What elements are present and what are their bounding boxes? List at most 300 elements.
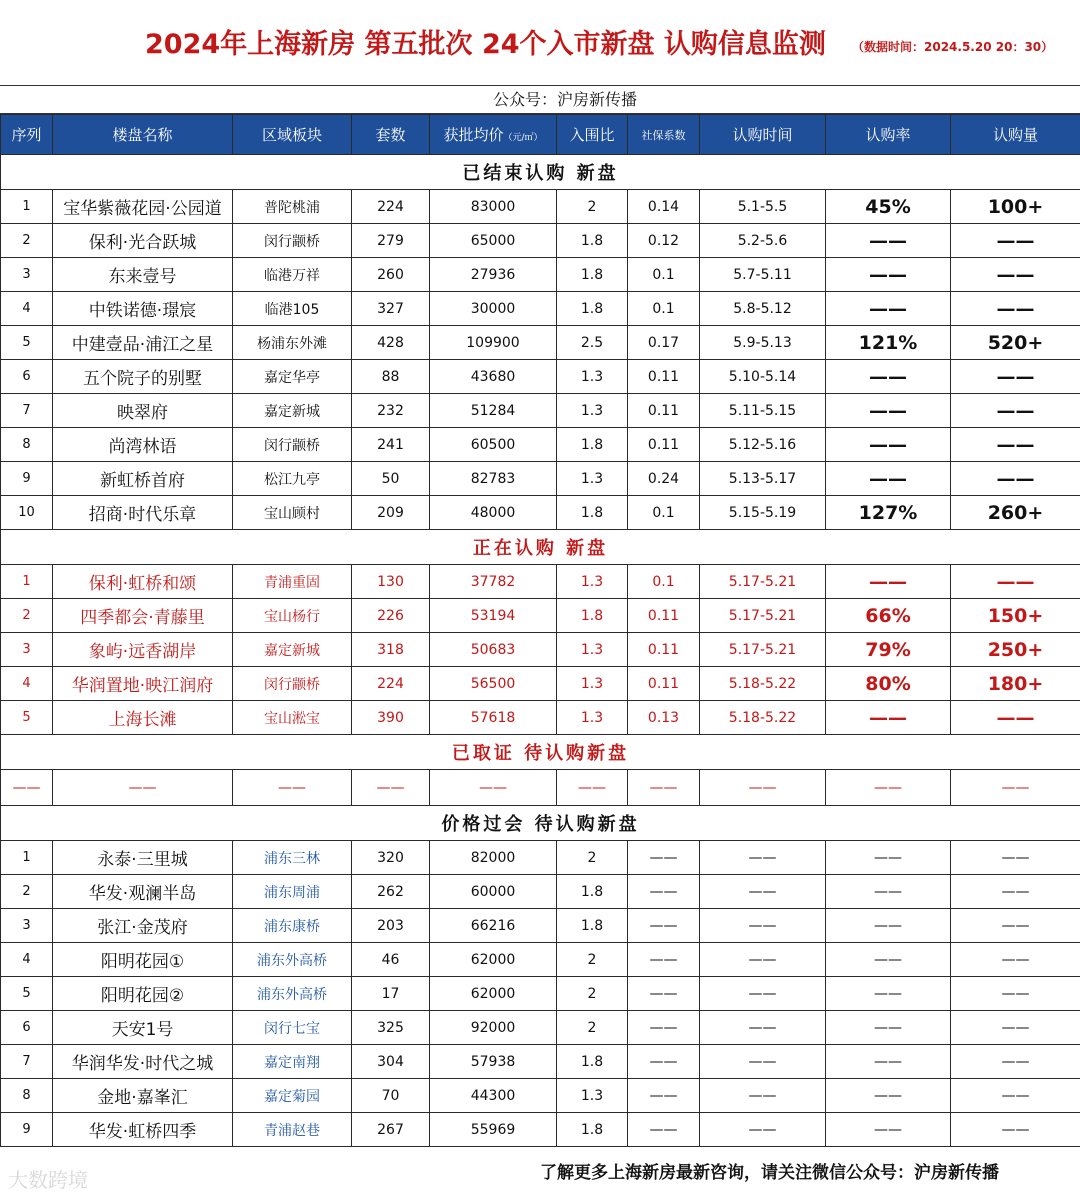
- social-coef: 0.1: [628, 565, 700, 599]
- project-name: 阳明花园②: [53, 977, 233, 1011]
- row-index: 3: [1, 258, 53, 292]
- subscription-period: ——: [700, 875, 826, 909]
- units: 70: [352, 1079, 430, 1113]
- table-row: [1, 565, 1080, 599]
- page-title: 2024年上海新房 第五批次 24个入市新盘 认购信息监测: [145, 29, 826, 60]
- subscription-period: 5.12-5.16: [700, 428, 826, 462]
- ratio: 1.3: [557, 667, 628, 701]
- section-header-ongoing: [1, 530, 1080, 565]
- approved-price: ——: [430, 770, 557, 806]
- social-coef: 0.17: [628, 326, 700, 360]
- approved-price: 66216: [430, 909, 557, 943]
- approved-price: 27936: [430, 258, 557, 292]
- table-row: [1, 428, 1080, 462]
- units: 267: [352, 1113, 430, 1147]
- subscription-period: ——: [700, 1045, 826, 1079]
- approved-price: 57938: [430, 1045, 557, 1079]
- project-name: 尚湾林语: [53, 428, 233, 462]
- subscription-rate: ——: [826, 943, 951, 977]
- district: 嘉定菊园: [233, 1079, 352, 1113]
- social-coef: 0.24: [628, 462, 700, 496]
- table-row: [1, 258, 1080, 292]
- subscription-period: 5.2-5.6: [700, 224, 826, 258]
- social-coef: ——: [628, 1011, 700, 1045]
- subscription-period: ——: [700, 977, 826, 1011]
- units: 50: [352, 462, 430, 496]
- data-timestamp: （数据时间：2024.5.20 20：30）: [852, 40, 1054, 54]
- ratio: 1.8: [557, 428, 628, 462]
- project-name: 宝华紫薇花园·公园道: [53, 190, 233, 224]
- approved-price: 60500: [430, 428, 557, 462]
- section-title: 已结束认购 新盘: [1, 155, 1080, 190]
- subscription-period: 5.18-5.22: [700, 667, 826, 701]
- subscription-rate: 45%: [826, 190, 951, 224]
- project-name: 四季都会·青藤里: [53, 599, 233, 633]
- subscription-rate: ——: [826, 701, 951, 735]
- subscription-rate: ——: [826, 841, 951, 875]
- subscription-rate: ——: [826, 770, 951, 806]
- district: 嘉定新城: [233, 633, 352, 667]
- district: 松江九亭: [233, 462, 352, 496]
- units: ——: [352, 770, 430, 806]
- table-row: [1, 1011, 1080, 1045]
- district: 浦东康桥: [233, 909, 352, 943]
- units: 203: [352, 909, 430, 943]
- subscription-rate: ——: [826, 875, 951, 909]
- district: 杨浦东外滩: [233, 326, 352, 360]
- table-row: [1, 1045, 1080, 1079]
- subscription-period: ——: [700, 770, 826, 806]
- subscription-rate: ——: [826, 1045, 951, 1079]
- row-index: 4: [1, 292, 53, 326]
- units: 224: [352, 667, 430, 701]
- row-index: 3: [1, 633, 53, 667]
- subscription-table: [0, 114, 1080, 1147]
- subscription-rate: ——: [826, 909, 951, 943]
- title-bar: [0, 0, 1080, 86]
- district: 宝山淞宝: [233, 701, 352, 735]
- approved-price: 44300: [430, 1079, 557, 1113]
- table-row: [1, 496, 1080, 530]
- row-index: 8: [1, 428, 53, 462]
- district: 宝山杨行: [233, 599, 352, 633]
- approved-price: 92000: [430, 1011, 557, 1045]
- project-name: 映翠府: [53, 394, 233, 428]
- project-name: 阳明花园①: [53, 943, 233, 977]
- ratio: 1.3: [557, 462, 628, 496]
- table-row: [1, 943, 1080, 977]
- subscription-rate: ——: [826, 1011, 951, 1045]
- social-coef: ——: [628, 943, 700, 977]
- subscription-volume: ——: [951, 875, 1080, 909]
- units: 279: [352, 224, 430, 258]
- subscription-volume: ——: [951, 701, 1080, 735]
- units: 46: [352, 943, 430, 977]
- table-row: [1, 841, 1080, 875]
- social-coef: 0.1: [628, 496, 700, 530]
- subscription-volume: ——: [951, 1045, 1080, 1079]
- ratio: 1.8: [557, 258, 628, 292]
- district: 青浦赵巷: [233, 1113, 352, 1147]
- approved-price: 30000: [430, 292, 557, 326]
- section-header-price_passed: [1, 806, 1080, 841]
- ratio: 1.8: [557, 292, 628, 326]
- subscription-period: 5.17-5.21: [700, 565, 826, 599]
- row-index: 9: [1, 1113, 53, 1147]
- subscription-volume: ——: [951, 428, 1080, 462]
- subscription-volume: ——: [951, 909, 1080, 943]
- project-name: 永泰·三里城: [53, 841, 233, 875]
- table-row: [1, 394, 1080, 428]
- ratio: 1.3: [557, 394, 628, 428]
- table-header: [1, 115, 1080, 155]
- subscription-rate: ——: [826, 977, 951, 1011]
- col-header-price-label: 获批均价: [443, 126, 504, 144]
- subscription-volume: ——: [951, 943, 1080, 977]
- subscription-volume: ——: [951, 360, 1080, 394]
- subscription-volume: 260+: [951, 496, 1080, 530]
- col-header-volume: 认购量: [951, 115, 1080, 155]
- approved-price: 51284: [430, 394, 557, 428]
- approved-price: 37782: [430, 565, 557, 599]
- district: 嘉定华亭: [233, 360, 352, 394]
- approved-price: 50683: [430, 633, 557, 667]
- subscription-volume: ——: [951, 841, 1080, 875]
- approved-price: 55969: [430, 1113, 557, 1147]
- row-index: 5: [1, 701, 53, 735]
- table-row: [1, 977, 1080, 1011]
- col-header-project: 楼盘名称: [53, 115, 233, 155]
- social-coef: 0.11: [628, 394, 700, 428]
- subscription-period: ——: [700, 943, 826, 977]
- social-coef: 0.11: [628, 360, 700, 394]
- social-coef: 0.1: [628, 292, 700, 326]
- subscription-rate: 127%: [826, 496, 951, 530]
- units: 320: [352, 841, 430, 875]
- col-header-district: 区域板块: [233, 115, 352, 155]
- row-index: 3: [1, 909, 53, 943]
- district: 闵行颛桥: [233, 667, 352, 701]
- project-name: 保利·虹桥和颂: [53, 565, 233, 599]
- subscription-rate: ——: [826, 258, 951, 292]
- subscription-period: 5.13-5.17: [700, 462, 826, 496]
- table-row: [1, 667, 1080, 701]
- row-index: 8: [1, 1079, 53, 1113]
- section-header-ended: [1, 155, 1080, 190]
- row-index: 4: [1, 943, 53, 977]
- ratio: 1.3: [557, 701, 628, 735]
- col-header-price-unit: （元/㎡）: [503, 133, 543, 143]
- project-name: 招商·时代乐章: [53, 496, 233, 530]
- social-coef: ——: [628, 977, 700, 1011]
- subscription-rate: ——: [826, 462, 951, 496]
- subscription-volume: ——: [951, 258, 1080, 292]
- project-name: 华发·观澜半岛: [53, 875, 233, 909]
- section-title: 正在认购 新盘: [1, 530, 1080, 565]
- social-coef: ——: [628, 1079, 700, 1113]
- ratio: 1.3: [557, 633, 628, 667]
- units: 428: [352, 326, 430, 360]
- subscription-volume: ——: [951, 565, 1080, 599]
- district: 闵行颛桥: [233, 224, 352, 258]
- row-index: 1: [1, 565, 53, 599]
- subscription-period: 5.17-5.21: [700, 599, 826, 633]
- approved-price: 83000: [430, 190, 557, 224]
- social-coef: 0.1: [628, 258, 700, 292]
- subscription-period: 5.15-5.19: [700, 496, 826, 530]
- district: 闵行七宝: [233, 1011, 352, 1045]
- col-header-units: 套数: [352, 115, 430, 155]
- project-name: ——: [53, 770, 233, 806]
- ratio: 1.3: [557, 565, 628, 599]
- section-title: 已取证 待认购新盘: [1, 735, 1080, 770]
- row-index: 6: [1, 360, 53, 394]
- section-header-licensed: [1, 735, 1080, 770]
- social-coef: 0.12: [628, 224, 700, 258]
- district: 宝山顾村: [233, 496, 352, 530]
- ratio: 2: [557, 977, 628, 1011]
- social-coef: 0.11: [628, 633, 700, 667]
- units: 224: [352, 190, 430, 224]
- approved-price: 82783: [430, 462, 557, 496]
- subscription-rate: 79%: [826, 633, 951, 667]
- approved-price: 48000: [430, 496, 557, 530]
- subscription-rate: ——: [826, 428, 951, 462]
- social-coef: 0.11: [628, 667, 700, 701]
- ratio: 1.3: [557, 360, 628, 394]
- district: 浦东外高桥: [233, 943, 352, 977]
- project-name: 新虹桥首府: [53, 462, 233, 496]
- approved-price: 60000: [430, 875, 557, 909]
- watermark-logo: 大数跨境: [8, 1168, 88, 1192]
- social-coef: 0.13: [628, 701, 700, 735]
- district: 浦东三林: [233, 841, 352, 875]
- col-header-rate: 认购率: [826, 115, 951, 155]
- project-name: 上海长滩: [53, 701, 233, 735]
- social-coef: 0.14: [628, 190, 700, 224]
- ratio: 1.8: [557, 1113, 628, 1147]
- units: 88: [352, 360, 430, 394]
- subscription-period: 5.17-5.21: [700, 633, 826, 667]
- ratio: 2: [557, 190, 628, 224]
- approved-price: 65000: [430, 224, 557, 258]
- subscription-volume: ——: [951, 1113, 1080, 1147]
- subscription-rate: 80%: [826, 667, 951, 701]
- table-row: [1, 701, 1080, 735]
- ratio: 1.8: [557, 1045, 628, 1079]
- district: 临港105: [233, 292, 352, 326]
- social-coef: ——: [628, 841, 700, 875]
- project-name: 保利·光合跃城: [53, 224, 233, 258]
- subscription-period: 5.11-5.15: [700, 394, 826, 428]
- subscription-rate: ——: [826, 565, 951, 599]
- row-index: 2: [1, 875, 53, 909]
- table-row: [1, 190, 1080, 224]
- project-name: 五个院子的别墅: [53, 360, 233, 394]
- district: 普陀桃浦: [233, 190, 352, 224]
- row-index: 1: [1, 841, 53, 875]
- subscription-period: ——: [700, 909, 826, 943]
- approved-price: 109900: [430, 326, 557, 360]
- ratio: 1.8: [557, 224, 628, 258]
- row-index: 1: [1, 190, 53, 224]
- project-name: 华发·虹桥四季: [53, 1113, 233, 1147]
- table-row: [1, 462, 1080, 496]
- ratio: 2.5: [557, 326, 628, 360]
- approved-price: 62000: [430, 977, 557, 1011]
- district: ——: [233, 770, 352, 806]
- units: 241: [352, 428, 430, 462]
- subscription-period: ——: [700, 1079, 826, 1113]
- table-row: [1, 224, 1080, 258]
- subscription-period: 5.1-5.5: [700, 190, 826, 224]
- project-name: 金地·嘉峯汇: [53, 1079, 233, 1113]
- table-row: [1, 1079, 1080, 1113]
- units: 130: [352, 565, 430, 599]
- subscription-volume: 250+: [951, 633, 1080, 667]
- ratio: 1.8: [557, 909, 628, 943]
- col-header-period: 认购时间: [700, 115, 826, 155]
- subscription-volume: ——: [951, 1011, 1080, 1045]
- subscription-volume: ——: [951, 1079, 1080, 1113]
- subscription-period: 5.8-5.12: [700, 292, 826, 326]
- subscription-volume: ——: [951, 394, 1080, 428]
- row-index: 2: [1, 599, 53, 633]
- col-header-price: [430, 115, 557, 155]
- project-name: 中建壹品·浦江之星: [53, 326, 233, 360]
- units: 318: [352, 633, 430, 667]
- row-index: 7: [1, 394, 53, 428]
- row-index: 2: [1, 224, 53, 258]
- subscription-rate: ——: [826, 360, 951, 394]
- units: 209: [352, 496, 430, 530]
- approved-price: 43680: [430, 360, 557, 394]
- subtitle: 公众号：沪房新传播: [0, 86, 1080, 114]
- subscription-volume: 150+: [951, 599, 1080, 633]
- subscription-volume: 180+: [951, 667, 1080, 701]
- subscription-volume: ——: [951, 770, 1080, 806]
- row-index: 6: [1, 1011, 53, 1045]
- social-coef: ——: [628, 875, 700, 909]
- social-coef: 0.11: [628, 599, 700, 633]
- district: 青浦重固: [233, 565, 352, 599]
- subscription-rate: ——: [826, 1113, 951, 1147]
- ratio: 2: [557, 943, 628, 977]
- subscription-period: ——: [700, 1113, 826, 1147]
- ratio: 1.8: [557, 496, 628, 530]
- units: 327: [352, 292, 430, 326]
- social-coef: ——: [628, 1045, 700, 1079]
- table-row: [1, 770, 1080, 806]
- district: 闵行颛桥: [233, 428, 352, 462]
- approved-price: 82000: [430, 841, 557, 875]
- subscription-rate: ——: [826, 1079, 951, 1113]
- subscription-period: ——: [700, 841, 826, 875]
- row-index: 7: [1, 1045, 53, 1079]
- col-header-social: 社保系数: [628, 115, 700, 155]
- district: 嘉定新城: [233, 394, 352, 428]
- social-coef: ——: [628, 770, 700, 806]
- footer-note: 了解更多上海新房最新咨询，请关注微信公众号：沪房新传播: [540, 1163, 999, 1183]
- district: 浦东周浦: [233, 875, 352, 909]
- units: 304: [352, 1045, 430, 1079]
- approved-price: 57618: [430, 701, 557, 735]
- ratio: 2: [557, 841, 628, 875]
- row-index: 10: [1, 496, 53, 530]
- subscription-volume: ——: [951, 462, 1080, 496]
- ratio: ——: [557, 770, 628, 806]
- social-coef: 0.11: [628, 428, 700, 462]
- row-index: 4: [1, 667, 53, 701]
- units: 260: [352, 258, 430, 292]
- project-name: 天安1号: [53, 1011, 233, 1045]
- row-index: 5: [1, 977, 53, 1011]
- social-coef: ——: [628, 909, 700, 943]
- units: 226: [352, 599, 430, 633]
- units: 17: [352, 977, 430, 1011]
- district: 浦东外高桥: [233, 977, 352, 1011]
- subscription-period: 5.10-5.14: [700, 360, 826, 394]
- section-title: 价格过会 待认购新盘: [1, 806, 1080, 841]
- subscription-volume: ——: [951, 224, 1080, 258]
- table-row: [1, 1113, 1080, 1147]
- project-name: 华润置地·映江润府: [53, 667, 233, 701]
- subscription-period: ——: [700, 1011, 826, 1045]
- social-coef: ——: [628, 1113, 700, 1147]
- approved-price: 53194: [430, 599, 557, 633]
- row-index: ——: [1, 770, 53, 806]
- table-row: [1, 875, 1080, 909]
- table-row: [1, 909, 1080, 943]
- subscription-period: 5.18-5.22: [700, 701, 826, 735]
- ratio: 1.8: [557, 599, 628, 633]
- approved-price: 56500: [430, 667, 557, 701]
- col-header-index: 序列: [1, 115, 53, 155]
- subscription-volume: ——: [951, 977, 1080, 1011]
- table-row: [1, 599, 1080, 633]
- subscription-volume: 520+: [951, 326, 1080, 360]
- units: 325: [352, 1011, 430, 1045]
- col-header-ratio: 入围比: [557, 115, 628, 155]
- table-row: [1, 360, 1080, 394]
- district: 嘉定南翔: [233, 1045, 352, 1079]
- project-name: 中铁诺德·璟宸: [53, 292, 233, 326]
- project-name: 象屿·远香湖岸: [53, 633, 233, 667]
- subscription-rate: 121%: [826, 326, 951, 360]
- project-name: 张江·金茂府: [53, 909, 233, 943]
- subscription-period: 5.7-5.11: [700, 258, 826, 292]
- project-name: 东来壹号: [53, 258, 233, 292]
- row-index: 9: [1, 462, 53, 496]
- units: 390: [352, 701, 430, 735]
- project-name: 华润华发·时代之城: [53, 1045, 233, 1079]
- table-row: [1, 326, 1080, 360]
- approved-price: 62000: [430, 943, 557, 977]
- table-row: [1, 292, 1080, 326]
- subscription-rate: 66%: [826, 599, 951, 633]
- units: 232: [352, 394, 430, 428]
- subscription-volume: ——: [951, 292, 1080, 326]
- subscription-rate: ——: [826, 292, 951, 326]
- ratio: 2: [557, 1011, 628, 1045]
- subscription-rate: ——: [826, 394, 951, 428]
- units: 262: [352, 875, 430, 909]
- district: 临港万祥: [233, 258, 352, 292]
- subscription-period: 5.9-5.13: [700, 326, 826, 360]
- ratio: 1.3: [557, 1079, 628, 1113]
- subscription-volume: 100+: [951, 190, 1080, 224]
- subscription-rate: ——: [826, 224, 951, 258]
